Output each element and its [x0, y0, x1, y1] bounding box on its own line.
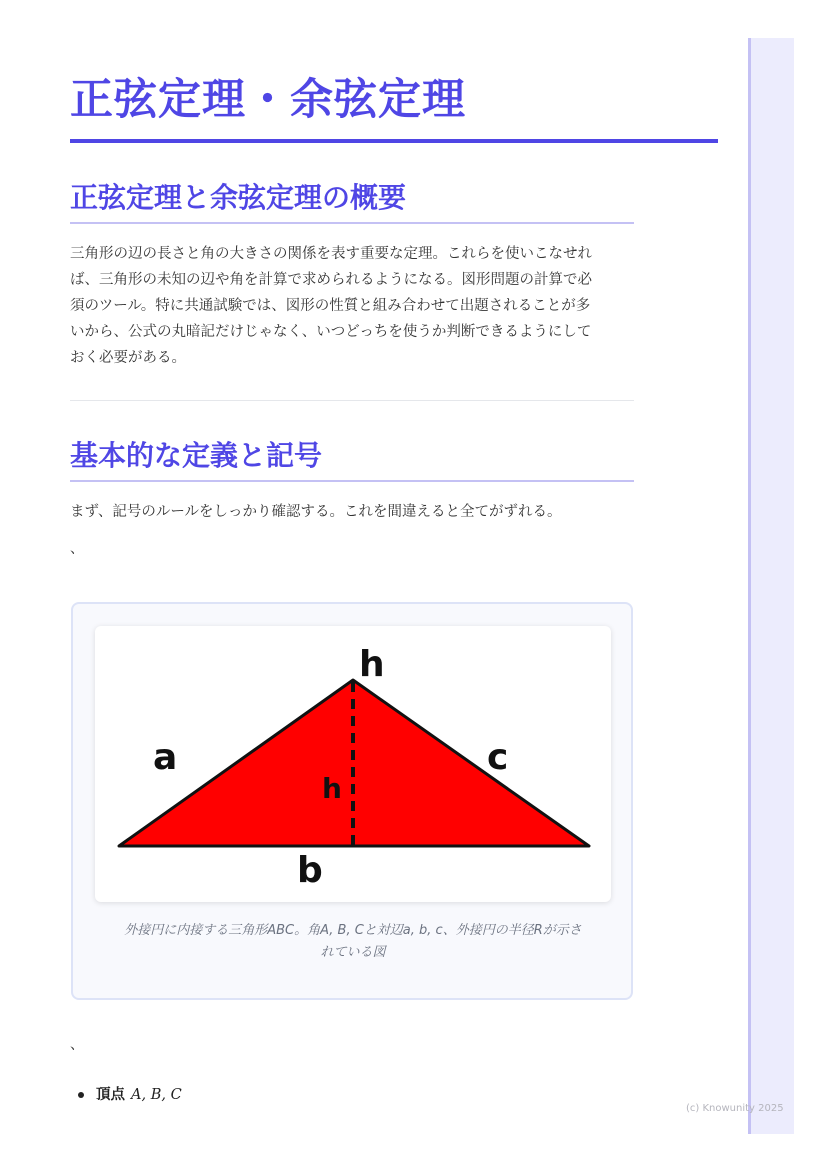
caption-line: れている図 [320, 945, 386, 960]
label-b: b [297, 850, 323, 891]
paragraph-line: 三角形の辺の長さと角の大きさの関係を表す重要な定理。これらを使いこなせれ [70, 246, 592, 262]
section-heading-definitions: 基本的な定義と記号 [70, 439, 323, 472]
figure-caption [93, 920, 613, 964]
section-divider [70, 400, 634, 401]
paragraph-line: いから、公式の丸暗記だけじゃなく、いつどっちを使うか判断できるようにして [70, 324, 592, 340]
label-a: a [153, 737, 178, 778]
stray-mark: 、 [70, 541, 84, 557]
triangle-figure [95, 626, 611, 902]
paragraph-line: ば、三角形の未知の辺や角を計算で求められるようになる。図形問題の計算で必 [70, 272, 592, 288]
bullet-dot [78, 1092, 84, 1098]
right-sidebar-band [748, 38, 794, 1134]
paragraph-line: 須のツール。特に共通試験では、図形の性質と組み合わせて出題されることが多 [70, 298, 591, 314]
list-item [78, 1083, 182, 1104]
figure-card [71, 602, 633, 1000]
section-heading-underline [70, 222, 634, 224]
paragraph-line: おく必要がある。 [70, 350, 186, 366]
section-heading-overview: 正弦定理と余弦定理の概要 [70, 181, 407, 214]
overview-paragraph [70, 241, 636, 371]
list-item-math: A, B, C [131, 1087, 182, 1103]
copyright-footer: (c) Knowunity 2025 [686, 1103, 784, 1114]
list-item-term: 頂点 [96, 1087, 125, 1103]
label-inner-h: h [322, 772, 342, 805]
triangle-diagram [95, 626, 611, 902]
label-c: c [487, 737, 509, 778]
definitions-paragraph: まず、記号のルールをしっかり確認する。これを間違えると全てがずれる。 [70, 504, 562, 520]
label-top-h: h [359, 644, 385, 685]
stray-mark: 、 [70, 1037, 84, 1053]
title-underline [70, 139, 718, 143]
section-heading-underline [70, 480, 634, 482]
page-title: 正弦定理・余弦定理 [70, 75, 466, 125]
caption-line: 外接円に内接する三角形ABC。角A, B, Cと対辺a, b, c、外接円の半径Rが示さ [124, 923, 582, 938]
